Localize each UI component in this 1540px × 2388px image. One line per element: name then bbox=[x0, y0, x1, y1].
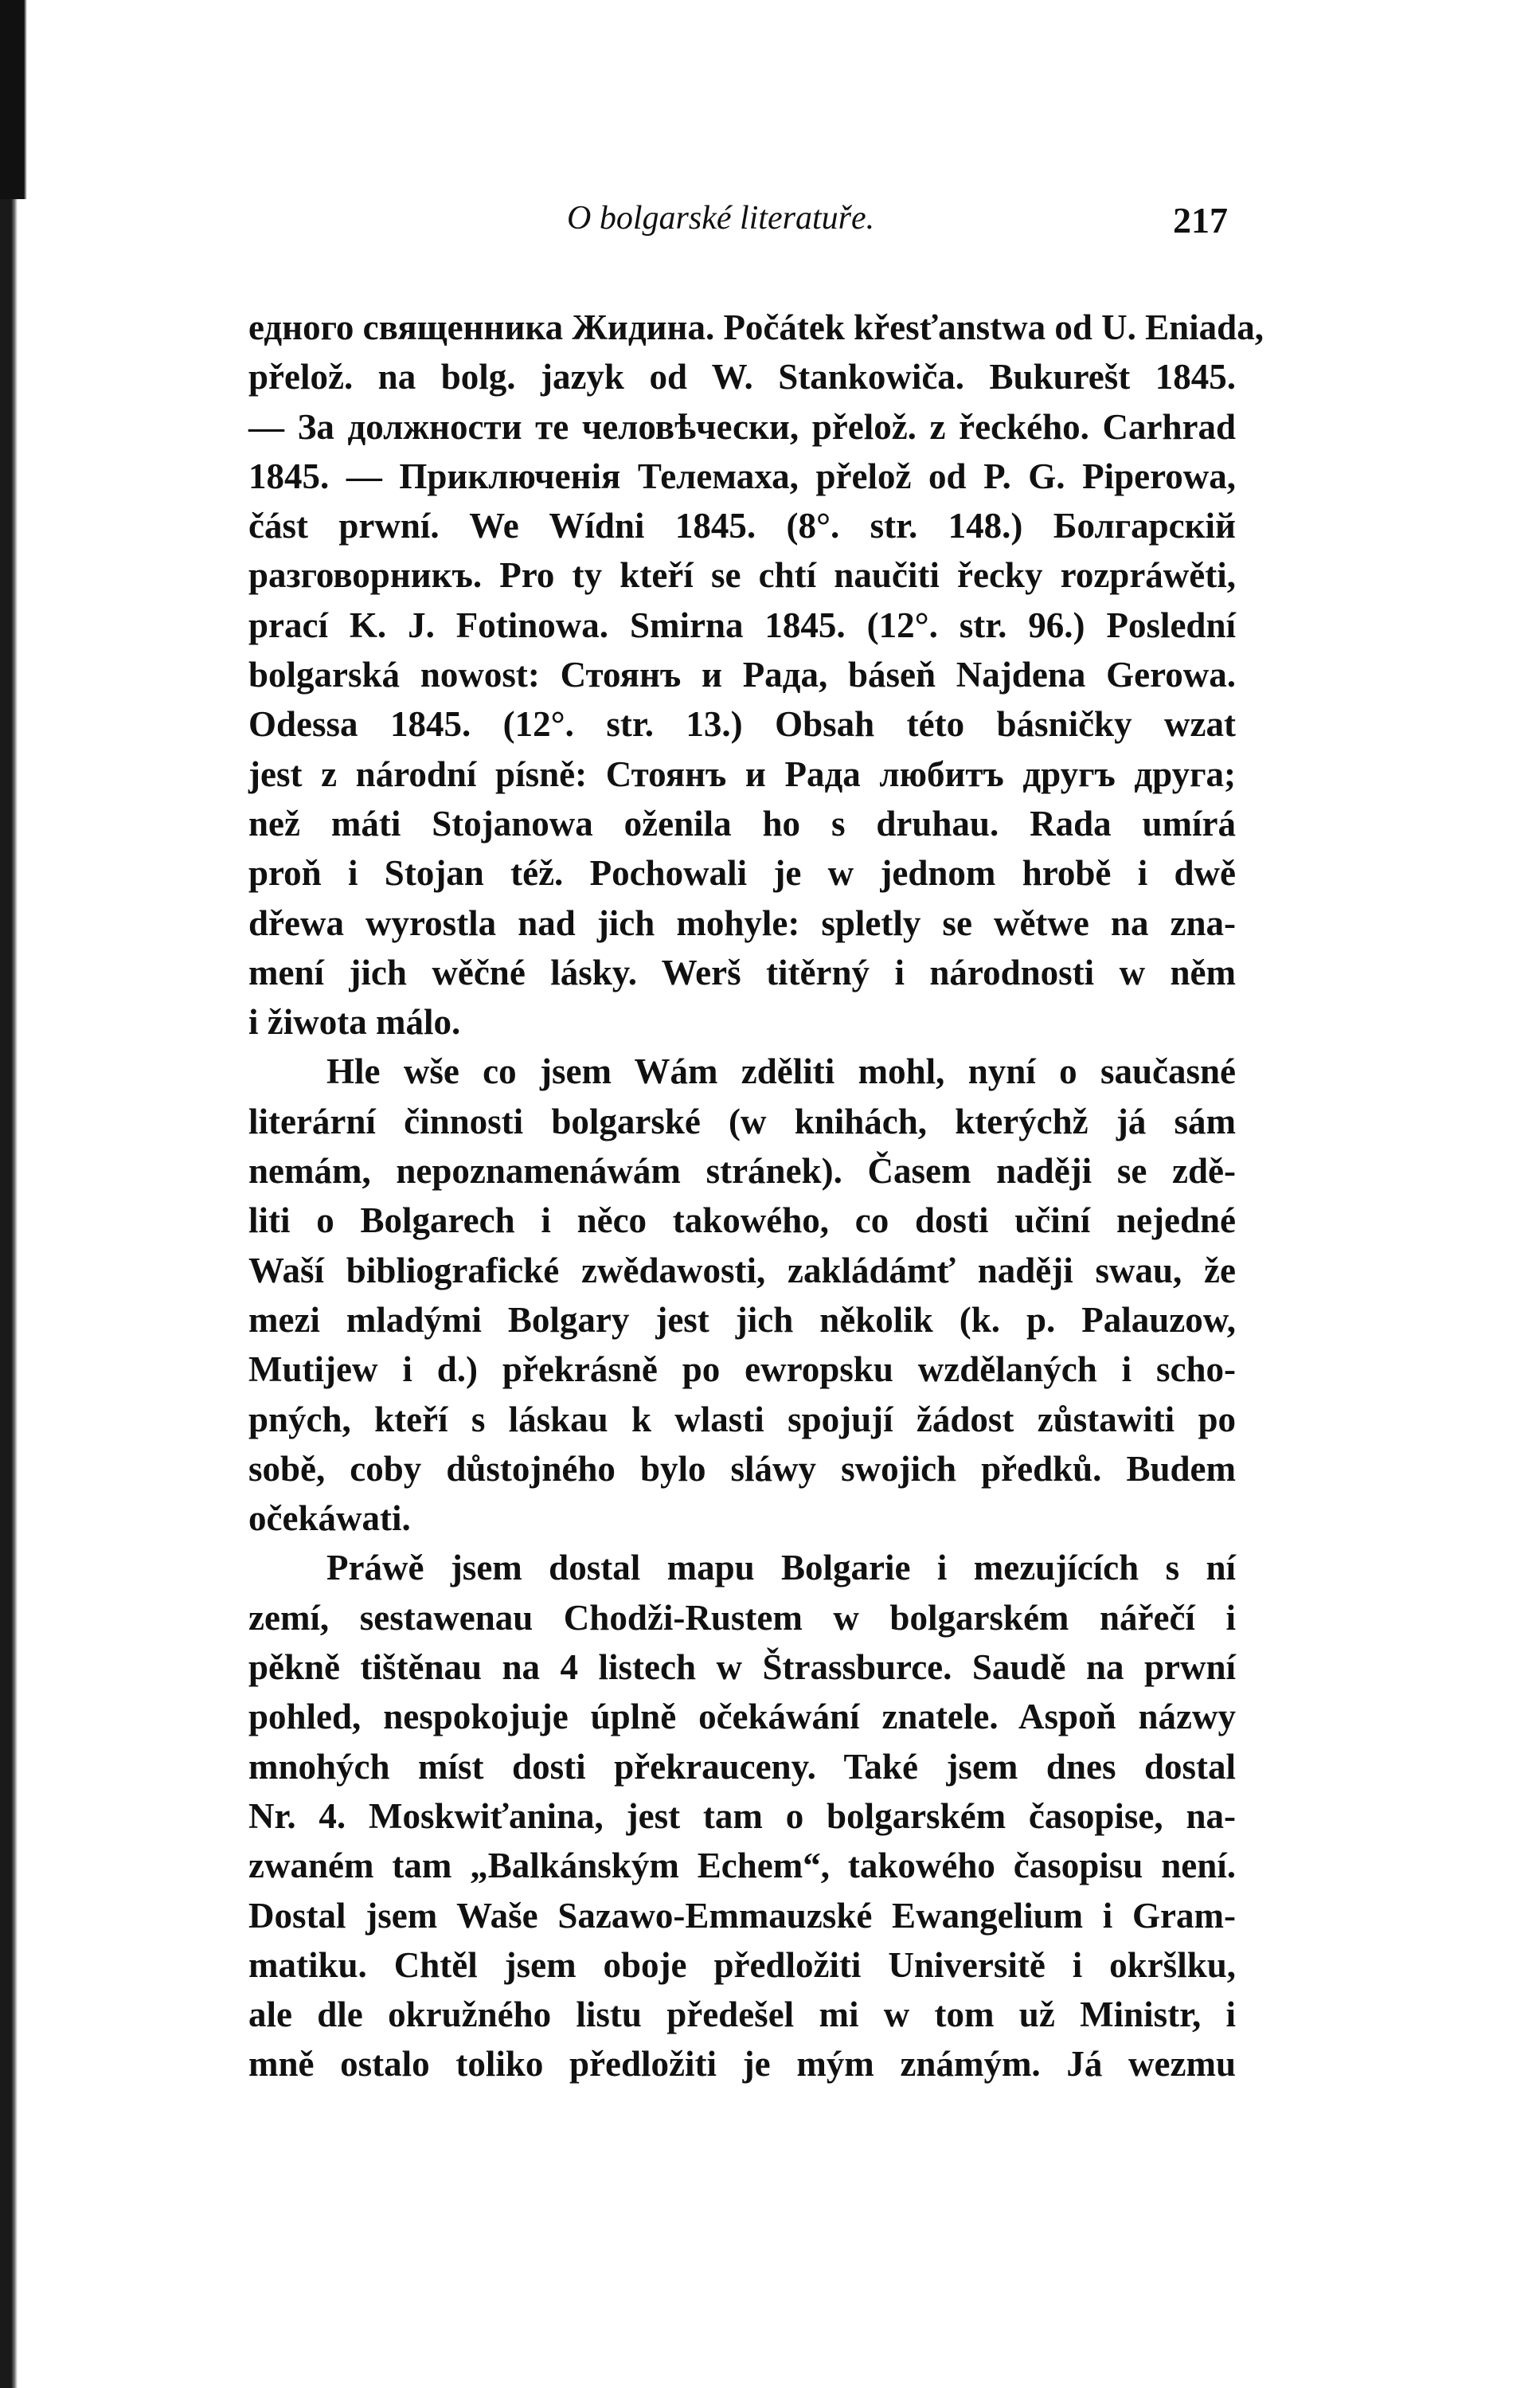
text-line: přelož. na bolg. jazyk od W. Stankowiča. Bukurešt 1845. bbox=[248, 357, 1236, 397]
text-line: liti o Bolgarech i něco takowého, co dosti učiní nejedné bbox=[248, 1200, 1236, 1241]
text-line: bolgarská nowost: Стоянъ и Рада, báseň Najdena Gerowa. bbox=[248, 655, 1236, 695]
text-line: mně ostalo toliko předložiti je mým známým. Já wezmu bbox=[248, 2044, 1236, 2085]
paragraph-1 bbox=[248, 303, 1264, 1047]
text-line: dřewa wyrostla nad jich mohyle: spletly se wětwe na zna- bbox=[248, 902, 1236, 943]
text-line: — За должности те человѣчески, přelož. z řeckého. Carhrad bbox=[248, 406, 1236, 447]
text-line: část prwní. We Wídni 1845. (8°. str. 148.) Болгарскій bbox=[248, 506, 1236, 546]
paragraph-2 bbox=[248, 1047, 1236, 1543]
text-line: Mutijew i d.) překrásně po ewropsku wzdělaných i scho- bbox=[248, 1349, 1236, 1390]
text-line: Dostal jsem Waše Sazawo-Emmauzské Ewangelium i Gram- bbox=[248, 1895, 1236, 1936]
text-line: pných, kteří s láskau k wlasti spojují žádost zůstawiti po bbox=[248, 1399, 1236, 1439]
text-line: pěkně tištěnau na 4 listech w Štrassburce. Saudě na prwní bbox=[248, 1647, 1236, 1688]
text-line: 1845. — Приключенія Телемаха, přelož od P. G. Piperowa, bbox=[248, 456, 1236, 496]
binding-edge bbox=[0, 0, 18, 2388]
running-head bbox=[248, 199, 1236, 256]
text-line: Waší bibliografické zwědawosti, zakládámť naději swau, že bbox=[248, 1250, 1236, 1290]
text-line: prací K. J. Fotinowa. Smirna 1845. (12°. str. 96.) Poslední bbox=[248, 605, 1236, 645]
text-line: mení jich wěčné lásky. Werš titěrný i národnosti w něm bbox=[248, 952, 1236, 992]
text-line: Práwě jsem dostal mapu Bolgarie i mezujících s ní bbox=[326, 1548, 1236, 1588]
text-line: ale dle okružného listu předešel mi w tom už Ministr, i bbox=[248, 1995, 1236, 2035]
text-line: mezi mladými Bolgary jest jich několik (k. p. Palauzow, bbox=[248, 1299, 1236, 1340]
text-line: едного священника Жидина. Počátek křesťanstwa od U. Eniada, bbox=[248, 307, 1264, 347]
text-line: proň i Stojan též. Pochowali je w jednom hrobě i dwě bbox=[248, 853, 1236, 894]
running-head-title: O bolgarské literatuře. bbox=[567, 200, 875, 237]
text-line: Odessa 1845. (12°. str. 13.) Obsah této básničky wzat bbox=[248, 704, 1236, 745]
text-line: i žiwota málo. bbox=[248, 1002, 461, 1043]
text-line: mnohých míst dosti překrauceny. Také jsem dnes dostal bbox=[248, 1746, 1236, 1787]
text-line: разговорникъ. Pro ty kteří se chtí naučiti řecky rozpráwěti, bbox=[248, 555, 1236, 596]
text-line: zemí, sestawenau Chodži-Rustem w bolgarském nářečí i bbox=[248, 1597, 1236, 1638]
text-line: zwaném tam „Balkánským Echem“, takowého časopisu není. bbox=[248, 1846, 1236, 1886]
text-line: Nr. 4. Moskwiťanina, jest tam o bolgarském časopise, na- bbox=[248, 1795, 1236, 1836]
text-line: než máti Stojanowa oženila ho s druhau. Rada umírá bbox=[248, 803, 1236, 844]
text-line: očekáwati. bbox=[248, 1498, 411, 1539]
text-line: matiku. Chtěl jsem oboje předložiti Universitě i okršlku, bbox=[248, 1944, 1236, 1985]
book-page bbox=[248, 199, 1264, 2089]
page-number: 217 bbox=[1173, 200, 1228, 241]
text-line: literární činnosti bolgarské (w knihách, kterýchž já sám bbox=[248, 1101, 1236, 1141]
text-line: pohled, nespokojuje úplně očekáwání znatele. Aspoň názwy bbox=[248, 1697, 1236, 1737]
text-line: Hle wše co jsem Wám zděliti mohl, nyní o saučasné bbox=[326, 1051, 1236, 1092]
paragraph-3 bbox=[248, 1543, 1236, 2089]
body-text bbox=[248, 303, 1264, 2089]
text-line: jest z národní písně: Стоянъ и Рада любитъ другъ друга; bbox=[248, 754, 1236, 794]
text-line: sobě, coby důstojného bylo sláwy swojich předků. Budem bbox=[248, 1448, 1236, 1489]
text-line: nemám, nepoznamenáwám stránek). Časem naději se zdě- bbox=[248, 1151, 1236, 1192]
